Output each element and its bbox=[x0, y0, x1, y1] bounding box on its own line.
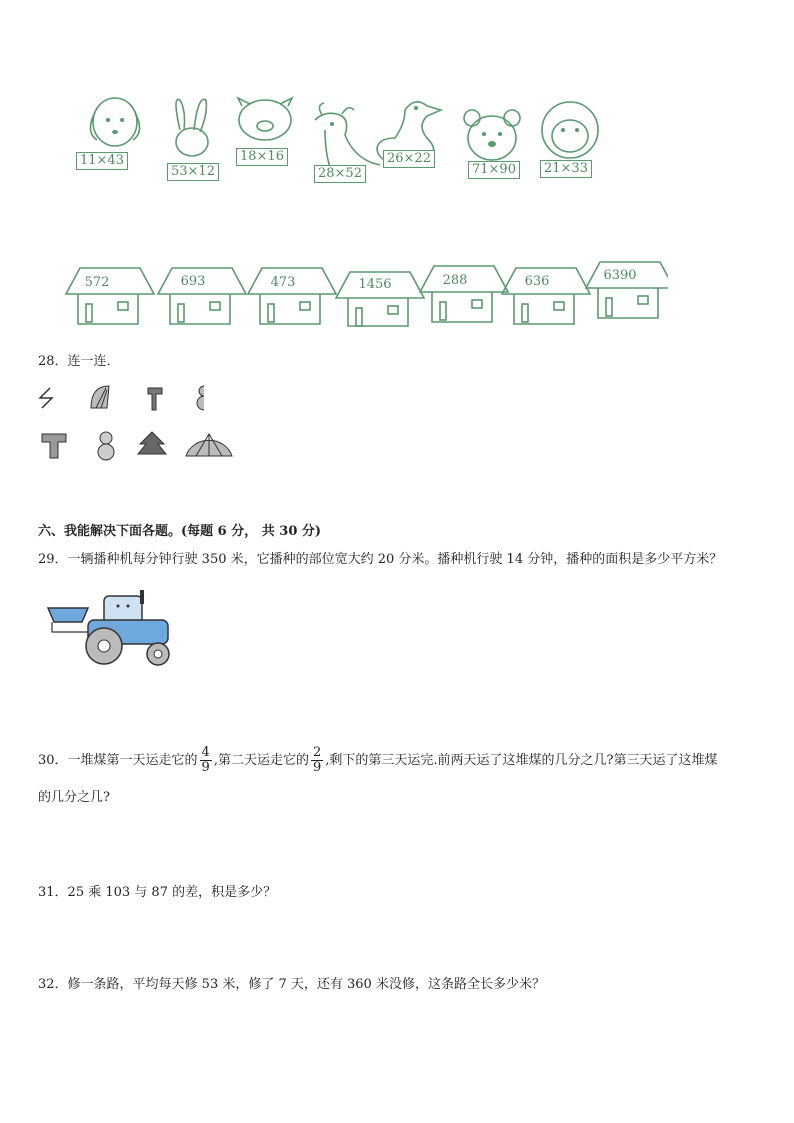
snowman-half-icon bbox=[197, 386, 204, 410]
question-31: 31．25 乘 103 与 87 的差，积是多少？ bbox=[38, 885, 277, 900]
animal-expr-bear: 71×90 bbox=[468, 161, 520, 179]
animal-expr-duck: 26×22 bbox=[383, 150, 435, 168]
mushroom-icon bbox=[42, 434, 66, 458]
fraction-denominator: 9 bbox=[312, 760, 322, 775]
section-title: 六、我能解决下面各题。(每题 6 分， 共 30 分) bbox=[38, 524, 322, 539]
monkey-icon bbox=[542, 102, 598, 158]
house-number: 473 bbox=[270, 275, 296, 290]
house-number: 1456 bbox=[358, 277, 392, 292]
mushroom-half-icon bbox=[148, 388, 162, 410]
question-28: 28．连一连． bbox=[38, 354, 120, 369]
shape-options-top bbox=[36, 382, 236, 414]
fraction-4-9 bbox=[200, 746, 212, 775]
bear-icon bbox=[464, 110, 520, 160]
rabbit-icon bbox=[176, 99, 208, 156]
house-number: 572 bbox=[84, 275, 110, 290]
animal-expr-goat: 28×52 bbox=[314, 165, 366, 183]
tree-icon bbox=[138, 432, 166, 454]
house-drawings bbox=[58, 258, 668, 328]
pig-icon bbox=[238, 98, 292, 140]
house-number: 6390 bbox=[603, 268, 637, 283]
fraction-numerator: 4 bbox=[201, 745, 210, 760]
house-number: 288 bbox=[442, 273, 468, 288]
fraction-numerator: 2 bbox=[312, 745, 322, 760]
fraction-2-9 bbox=[311, 746, 323, 775]
question-30 bbox=[38, 744, 718, 778]
seeder-tractor-icon bbox=[44, 588, 176, 670]
house-number: 693 bbox=[180, 274, 206, 289]
zigzag-shape-icon bbox=[40, 388, 52, 408]
animal-expr-dog: 11×43 bbox=[76, 152, 128, 170]
q30-mid: ,第二天运走它的 bbox=[213, 753, 309, 768]
question-32: 32．修一条路，平均每天修 53 米，修了 7 天，还有 360 米没修，这条路全长多少米？ bbox=[38, 977, 545, 992]
umbrella-half-icon bbox=[91, 386, 109, 408]
animal-expr-pig: 18×16 bbox=[236, 148, 288, 166]
umbrella-icon bbox=[186, 434, 232, 456]
house-number: 636 bbox=[524, 274, 550, 289]
animal-expr-monkey: 21×33 bbox=[540, 160, 592, 178]
fraction-denominator: 9 bbox=[201, 760, 210, 775]
q30-suffix: ,剩下的第三天运完.前两天运了这堆煤的几分之几?第三天运了这堆煤 bbox=[325, 753, 718, 768]
animal-expr-rabbit: 53×12 bbox=[167, 163, 219, 181]
question-30-line2: 的几分之几? bbox=[38, 790, 110, 805]
shape-options-bottom bbox=[36, 428, 236, 462]
question-29: 29．一辆播种机每分钟行驶 350 米，它播种的部位宽大约 20 分米。播种机行驶 14 分钟，播种的面积是多少平方米？ bbox=[38, 552, 723, 567]
q30-prefix: 30．一堆煤第一天运走它的 bbox=[38, 753, 198, 768]
dog-icon bbox=[90, 98, 139, 146]
snowman-icon bbox=[98, 432, 114, 460]
